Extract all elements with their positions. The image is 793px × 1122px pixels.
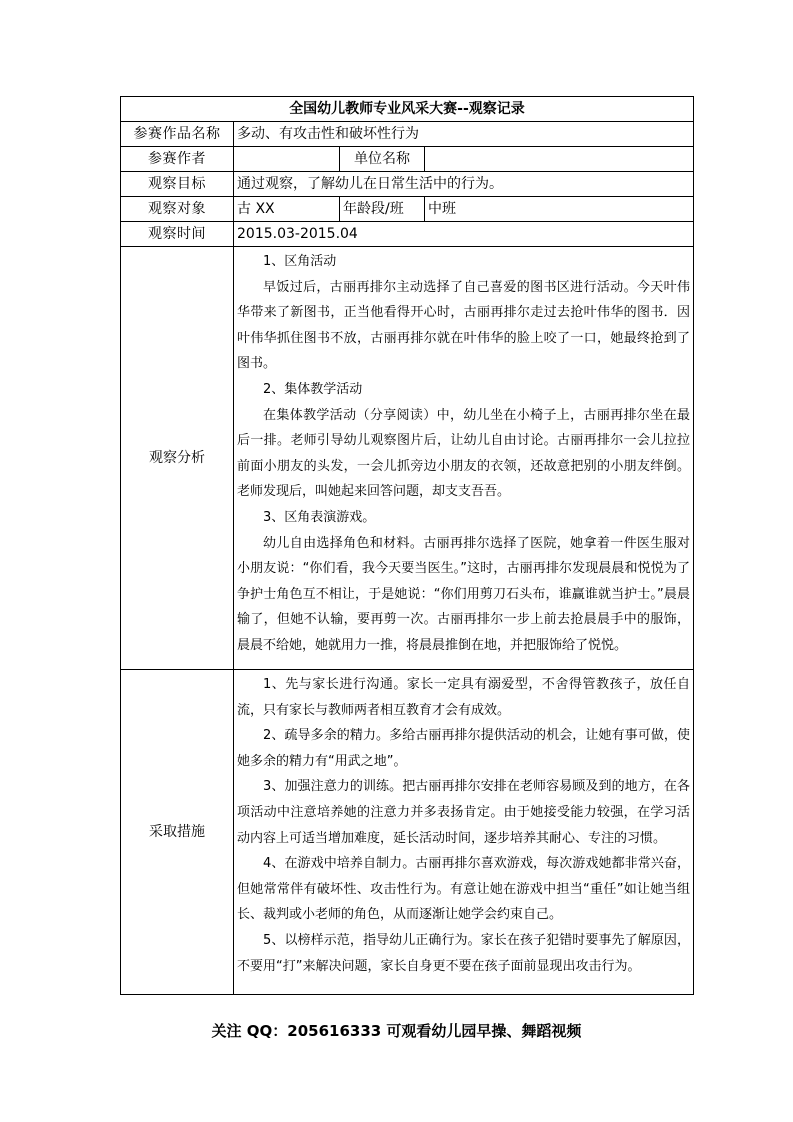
title-row — [121, 97, 694, 122]
work-name-row — [121, 122, 694, 147]
goal-value: 通过观察，了解幼儿在日常生活中的行为。 — [234, 172, 694, 197]
measures-paragraph: 1、先与家长进行沟通。家长一定具有溺爱型，不舍得管教孩子，放任自流，只有家长与教师两者相互教育才会有成效。 — [237, 677, 690, 718]
observation-record-table — [120, 96, 694, 995]
measures-content — [234, 670, 694, 995]
work-name-label: 参赛作品名称 — [121, 122, 234, 147]
analysis-paragraph: 3、区角表演游戏。 — [263, 509, 376, 525]
measures-label: 采取措施 — [121, 670, 234, 995]
analysis-paragraph: 1、区角活动 — [263, 254, 337, 269]
measures-paragraph: 5、以榜样示范，指导幼儿正确行为。家长在孩子犯错时要事先了解原因，不要用“打”来解决问题，家长自身更不要在孩子面前显现出攻击行为。 — [237, 932, 690, 974]
age-value: 中班 — [425, 197, 694, 222]
unit-label: 单位名称 — [340, 147, 425, 172]
age-label: 年龄段/班 — [340, 197, 425, 222]
goal-label: 观察目标 — [121, 172, 234, 197]
analysis-label: 观察分析 — [121, 247, 234, 670]
analysis-content — [234, 247, 694, 670]
subject-label: 观察对象 — [121, 197, 234, 222]
work-name-value: 多动、有攻击性和破坏性行为 — [234, 122, 694, 147]
measures-paragraph: 4、在游戏中培养自制力。古丽再排尔喜欢游戏，每次游戏她都非常兴奋，但她常常伴有破坏性、攻击性行为。有意让她在游戏中担当“重任”如让她当组长、裁判或小老师的角色，从而逐渐让她学会约束自己。 — [237, 856, 690, 923]
measures-paragraph: 3、加强注意力的训练。把古丽再排尔安排在老师容易顾及到的地方，在各项活动中注意培养她的注意力并多表扬肯定。由于她接受能力较强，在学习活动内容上可适当增加难度，延长活动时间，逐步培养其耐心、专注的习惯。 — [237, 779, 690, 846]
analysis-paragraph: 在集体教学活动（分享阅读）中，幼儿坐在小椅子上，古丽再排尔坐在最后一排。老师引导幼儿观察图片后，让幼儿自由讨论。古丽再排尔一会儿拉拉前面小朋友的头发，一会儿抓旁边小朋友的衣领，还故意把别的小朋友绊倒。老师发现后，叫她起来回答问题，却支支吾吾。 — [237, 407, 690, 500]
subject-value: 古 XX — [234, 197, 340, 222]
form-title: 全国幼儿教师专业风采大赛--观察记录 — [121, 97, 694, 122]
time-row — [121, 222, 694, 247]
analysis-paragraph: 幼儿自由选择角色和材料。古丽再排尔选择了医院，她拿着一件医生服对小朋友说：“你们看，我今天要当医生。”这时，古丽再排尔发现晨晨和悦悦为了争护士角色互不相让，于是她说：“你们用剪刀石头布，谁赢谁就当护士。”晨晨输了，但她不认输，要再剪一次。古丽再排尔一步上前去抢晨晨手中的服饰，晨晨不给她，她就用力一推，将晨晨推倒在地，并把服饰给了悦悦。 — [237, 535, 690, 653]
author-label: 参赛作者 — [121, 147, 234, 172]
unit-value — [425, 147, 694, 172]
author-value — [234, 147, 340, 172]
subject-row — [121, 197, 694, 222]
analysis-paragraph: 2、集体教学活动 — [263, 381, 363, 397]
time-label: 观察时间 — [121, 222, 234, 247]
goal-row — [121, 172, 694, 197]
author-row — [121, 147, 694, 172]
measures-row — [121, 670, 694, 995]
analysis-row — [121, 247, 694, 670]
time-value: 2015.03-2015.04 — [234, 222, 694, 247]
footer-note: 关注 QQ：205616333 可观看幼儿园早操、舞蹈视频 — [211, 1022, 582, 1040]
analysis-paragraph: 早饭过后，古丽再排尔主动选择了自己喜爱的图书区进行活动。今天叶伟华带来了新图书，正当他看得开心时，古丽再排尔走过去抢叶伟华的图书．因叶伟华抓住图书不放，古丽再排尔就在叶伟华的脸上咬了一口，她最终抢到了图书。 — [237, 279, 690, 372]
measures-paragraph: 2、疏导多余的精力。多给古丽再排尔提供活动的机会，让她有事可做，使她多余的精力有“用武之地”。 — [237, 728, 690, 769]
